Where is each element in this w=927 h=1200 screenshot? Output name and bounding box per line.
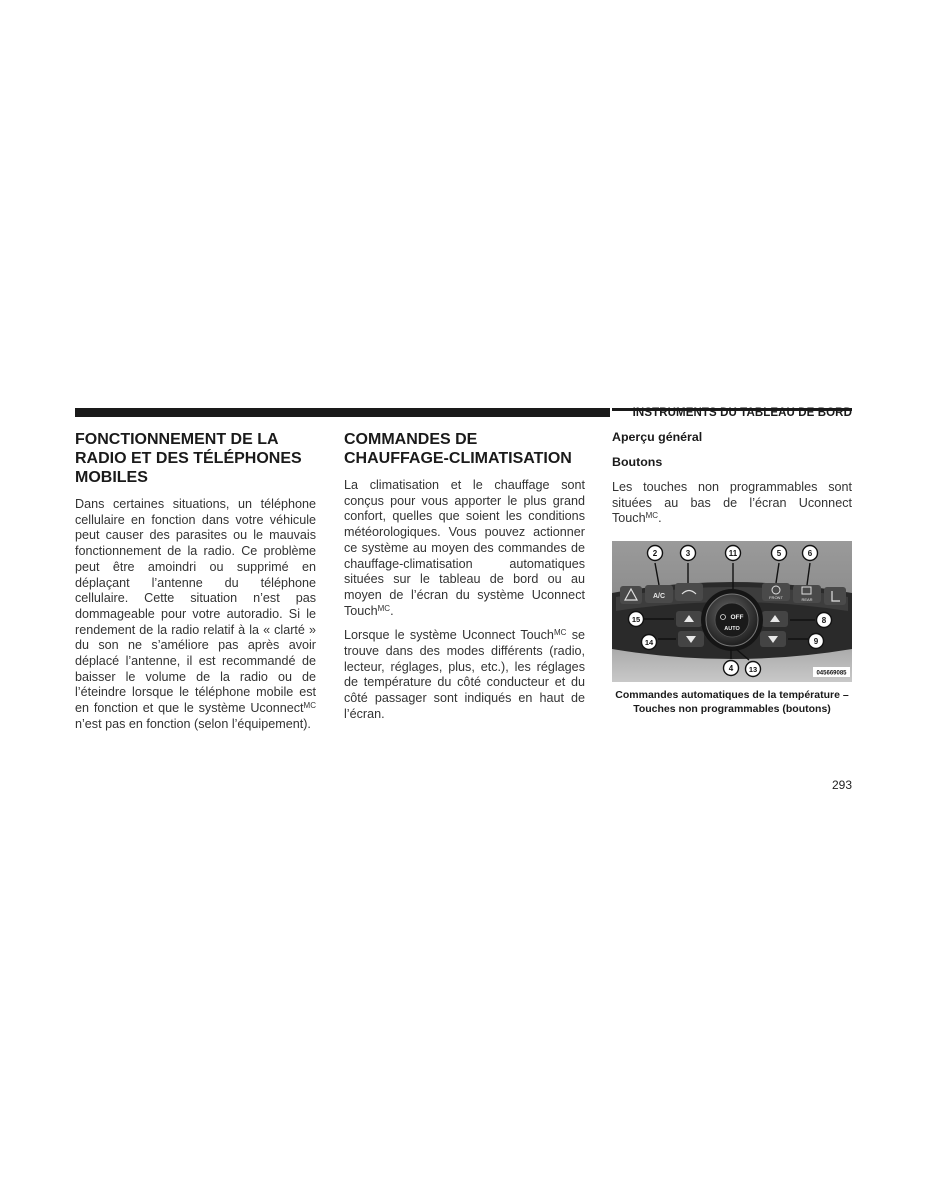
trademark-superscript: MC <box>303 701 316 711</box>
paragraph <box>612 480 852 527</box>
recirculation-button <box>675 583 703 601</box>
callout-number: 5 <box>776 549 782 559</box>
seat-heat-button <box>824 587 846 605</box>
section-title-climate: COMMANDES DE CHAUFFAGE-CLIMATISATION <box>344 431 572 467</box>
fan-knob <box>701 589 763 651</box>
callout-number: 4 <box>728 664 734 674</box>
page-number: 293 <box>831 778 852 792</box>
off-label: OFF <box>730 614 744 622</box>
callout-number: 8 <box>821 616 827 626</box>
driver-temp-up-button <box>676 611 702 627</box>
passenger-temp-up-button <box>762 611 788 627</box>
caption-line: Commandes automatiques de la température – <box>615 689 849 702</box>
trademark-superscript: MC <box>645 511 659 521</box>
rear-defrost-button <box>793 585 821 603</box>
subheading-overview: Aperçu général <box>612 430 703 444</box>
front-label: FRONT <box>769 595 783 601</box>
figure-caption <box>612 689 852 716</box>
column-climate <box>344 430 585 732</box>
callout-number: 3 <box>685 549 691 559</box>
trademark-superscript: MC <box>377 603 391 613</box>
paragraph-text: Dans certaines situations, un téléphone cellulaire en fonction dans votre véhicule peut causer des parasites ou le mauvais fonctionnement de la radio. Ce problème peut être amoindri ou supprimé en déplaçant l’antenne du téléphone cellulaire. Cette situation n’est pas dommageable pour votre autoradio. Si le rendement de la radio relatif à la « clarté » du son ne s’améliore pas après avoir déplacé l’antenne, il est recommandé de baisser le volume de la radio ou de l’éteindre lorsque le téléphone mobile est en fonction et que le système Uconnect <box>75 497 316 716</box>
paragraph <box>344 628 585 722</box>
callout-number: 2 <box>652 549 658 559</box>
paragraph-text: Lorsque le système Uconnect Touch <box>344 628 554 643</box>
auto-label: AUTO <box>724 626 740 633</box>
paragraph-text: La climatisation et le chauffage sont conçus pour vous apporter le plus grand confort, quelles que soient les conditions météorologiques. Vous pouvez actionner ce système au moyen des commandes de chauffage-climatisation automatiques situées sur le tableau de bord ou au moyen de l’écran du système Uconnect Touch <box>344 478 585 618</box>
paragraph-text: Les touches non programmables sont situées au bas de l’écran Uconnect Touch <box>612 480 852 526</box>
ac-label: A/C <box>652 593 666 601</box>
paragraph-text: . <box>390 603 394 618</box>
callout-number: 11 <box>728 549 738 559</box>
front-defrost-button <box>762 583 790 601</box>
rear-label: REAR <box>801 597 813 603</box>
ac-button <box>645 585 673 603</box>
hazard-button <box>620 586 642 604</box>
driver-temp-down-button <box>678 631 704 647</box>
callout-number: 15 <box>631 615 641 625</box>
paragraph <box>75 497 316 733</box>
subheading-buttons: Boutons <box>612 455 663 469</box>
column-overview <box>612 430 852 716</box>
paragraph-text: n’est pas en fonction (selon l’équipement). <box>75 716 311 731</box>
paragraph <box>344 478 585 619</box>
passenger-temp-down-button <box>760 631 786 647</box>
header-rule <box>75 408 610 417</box>
column-radio-phones <box>75 430 316 742</box>
callout-number: 13 <box>748 665 758 675</box>
callout-number: 9 <box>813 637 819 647</box>
running-head: INSTRUMENTS DU TABLEAU DE BORD <box>632 407 852 419</box>
caption-line: Touches non programmables (boutons) <box>633 702 831 715</box>
section-title-radio: FONCTIONNEMENT DE LA RADIO ET DES TÉLÉPHONES MOBILES <box>75 431 302 486</box>
paragraph-text: se trouve dans des modes différents (radio, lecteur, réglages, plus, etc.), les réglages de température du côté conducteur et du côté passager sont indiqués en haut de l’écran. <box>344 628 585 721</box>
paragraph-text: . <box>658 511 662 526</box>
trademark-superscript: MC <box>553 628 567 638</box>
climate-control-photo <box>612 541 852 682</box>
callout-number: 6 <box>807 549 813 559</box>
callout-number: 14 <box>644 638 654 648</box>
figure-code: 045669085 <box>816 670 847 677</box>
